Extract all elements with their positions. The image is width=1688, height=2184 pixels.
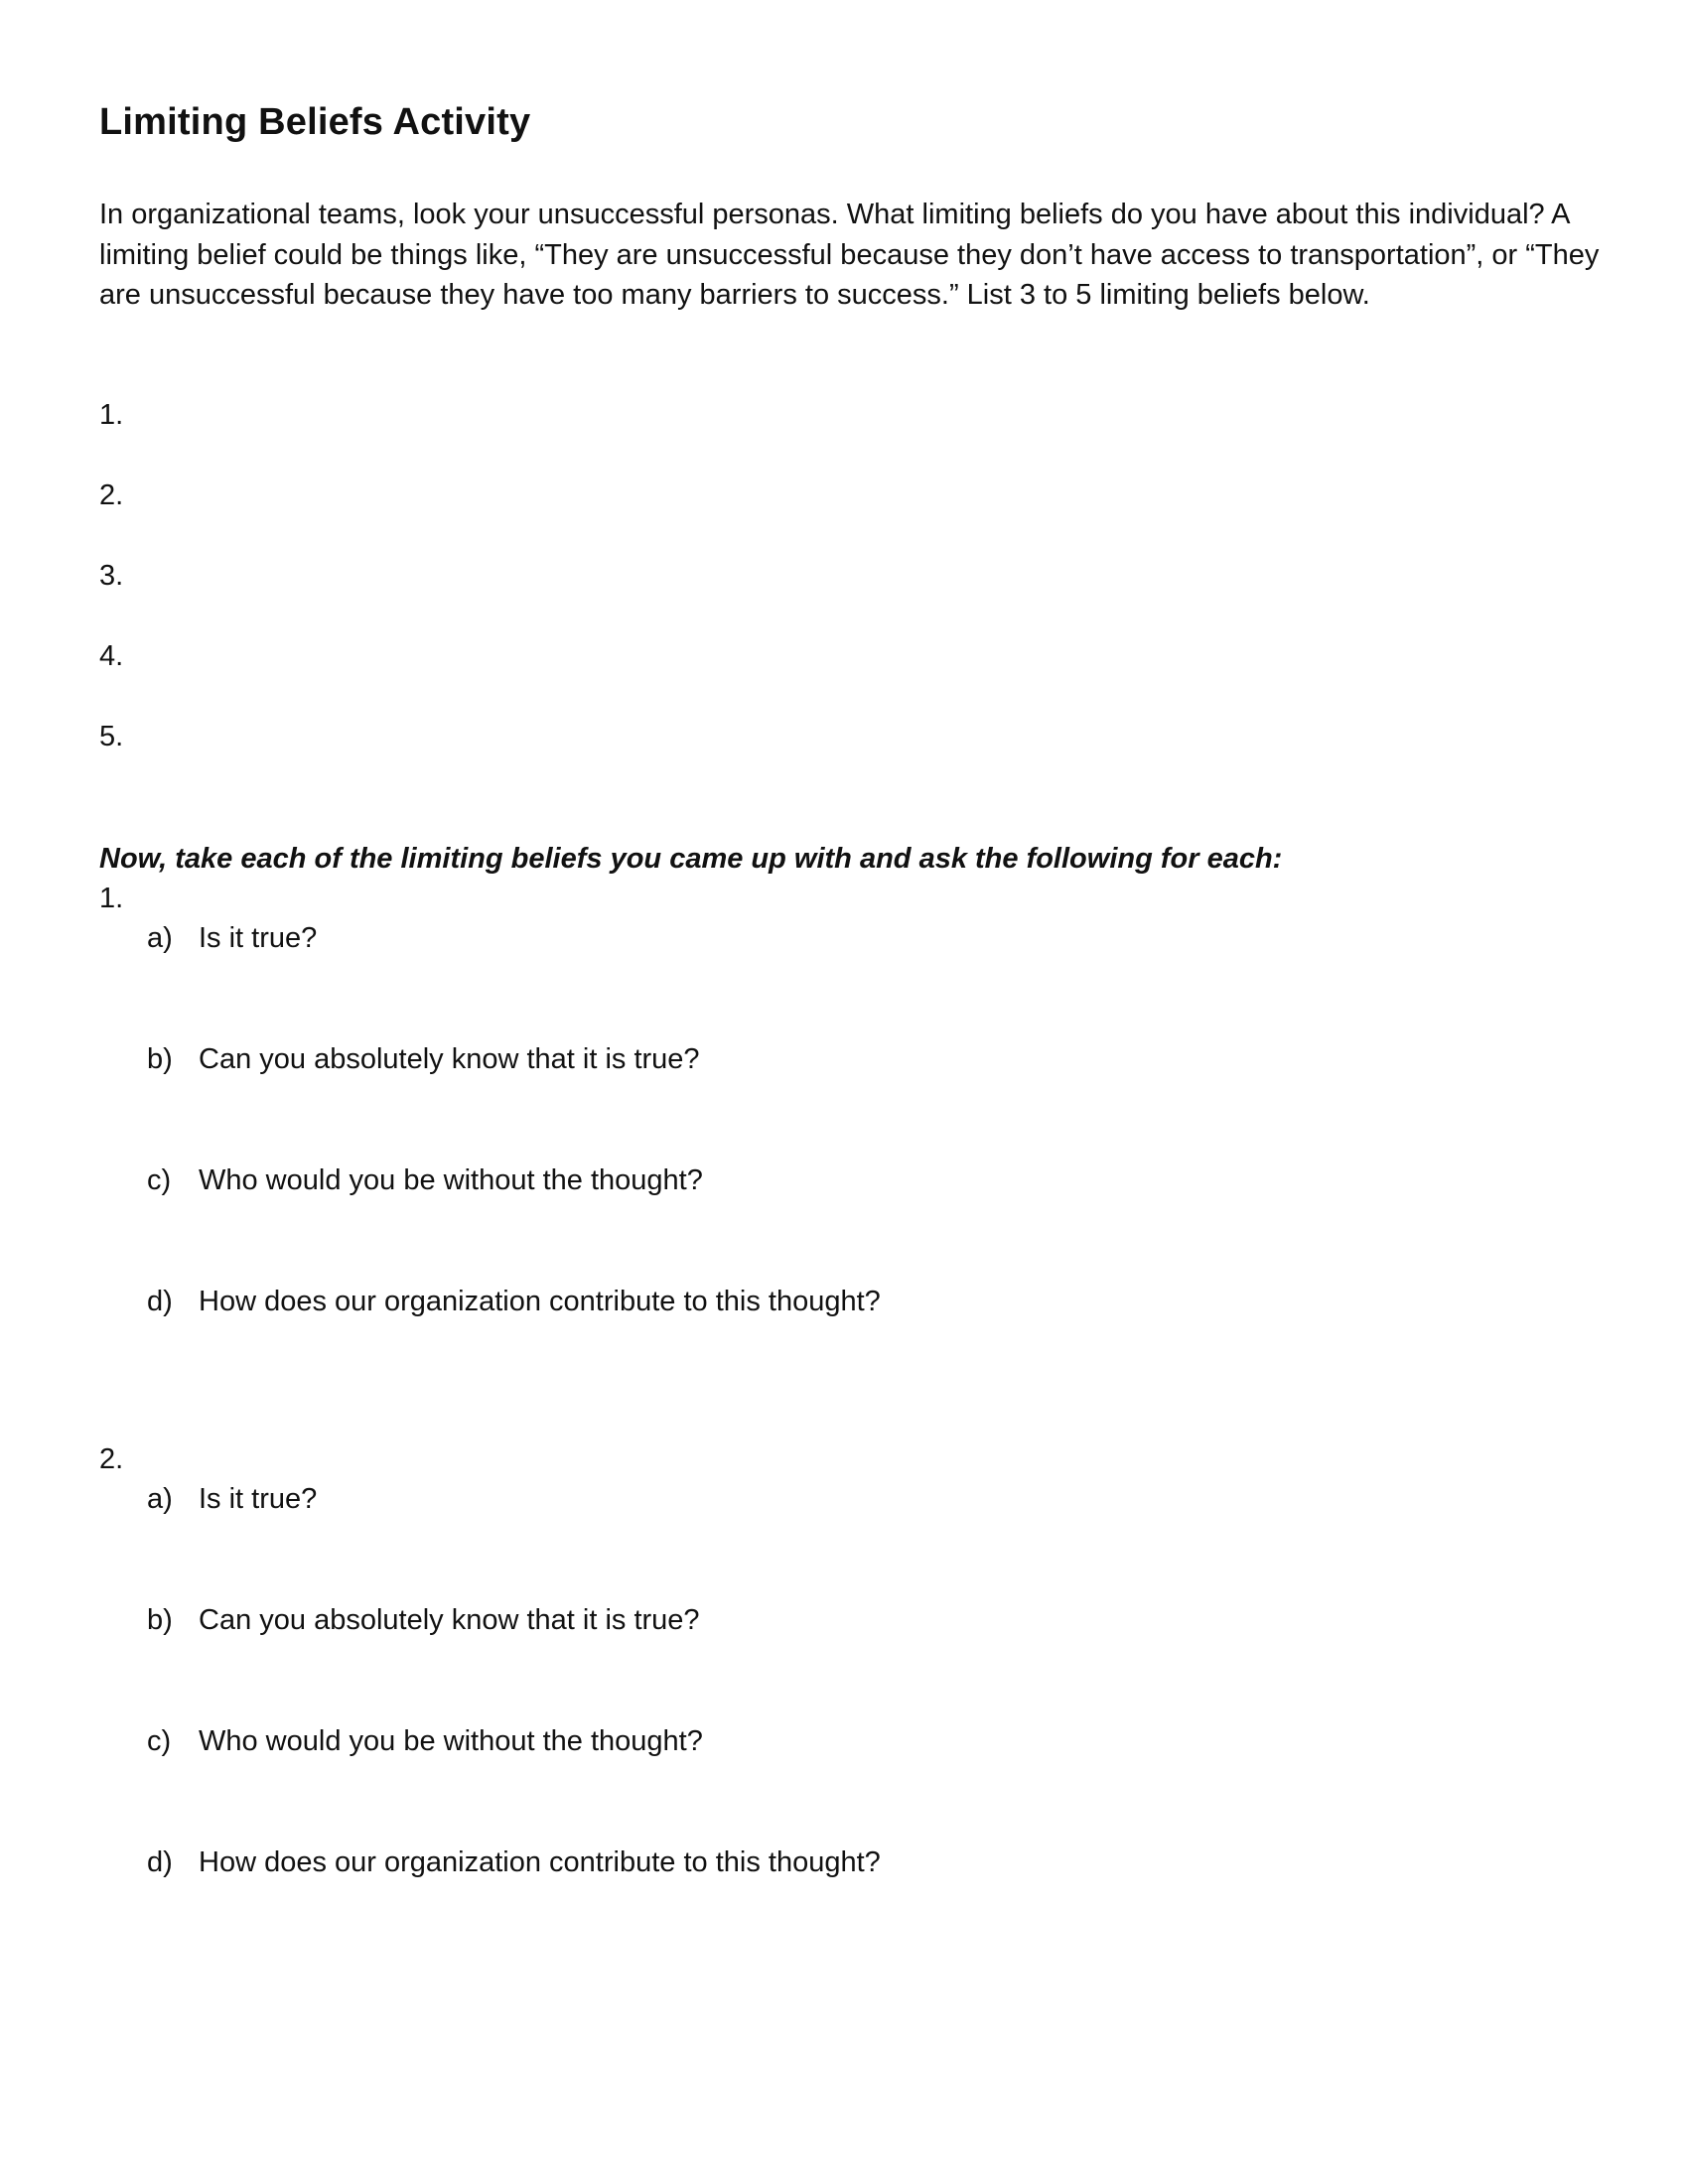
list-item: 5. <box>99 721 124 752</box>
question-item <box>99 1479 318 1600</box>
group-number: 2. <box>99 1443 124 1475</box>
question-item <box>99 918 318 1039</box>
limiting-beliefs-list <box>99 395 123 797</box>
question-text: Can you absolutely know that it is true? <box>199 1043 700 1075</box>
intro-paragraph: In organizational teams, look your unsuccessful personas. What limiting beliefs do you have about this individual? A limiting belief could be things like, “They are unsuccessful because they don’t have access to transportation”, or “They are unsuccessful because they have too many barriers to success.” List 3 to 5 limiting beliefs below. <box>99 199 1600 311</box>
page-title: Limiting Beliefs Activity <box>99 101 531 143</box>
question-letter: b) <box>147 1043 173 1075</box>
question-text: Who would you be without the thought? <box>199 1164 703 1196</box>
question-text: Is it true? <box>199 922 318 954</box>
question-letter: b) <box>147 1604 173 1636</box>
list-item: 1. <box>99 399 124 431</box>
question-item <box>99 1039 700 1160</box>
question-letter: c) <box>147 1725 172 1757</box>
list-item: 4. <box>99 640 124 672</box>
question-letter: a) <box>147 1483 173 1515</box>
question-text: How does our organization contribute to this thought? <box>199 1846 881 1878</box>
list-item: 2. <box>99 479 124 511</box>
question-letter: a) <box>147 922 173 954</box>
question-item <box>99 1600 700 1721</box>
question-letter: d) <box>147 1286 173 1317</box>
question-text: Is it true? <box>199 1483 318 1515</box>
group-number: 1. <box>99 883 124 914</box>
question-text: Can you absolutely know that it is true? <box>199 1604 700 1636</box>
instruction-heading: Now, take each of the limiting beliefs you came up with and ask the following for each: <box>99 843 1283 875</box>
question-group-2 <box>99 1439 881 1964</box>
list-item: 3. <box>99 560 124 592</box>
question-item <box>99 1843 881 1964</box>
question-letter: c) <box>147 1164 172 1196</box>
question-item <box>99 1721 703 1843</box>
question-letter: d) <box>147 1846 173 1878</box>
question-text: Who would you be without the thought? <box>199 1725 703 1757</box>
question-text: How does our organization contribute to this thought? <box>199 1286 881 1317</box>
question-group-1 <box>99 879 881 1403</box>
question-item <box>99 1282 881 1403</box>
question-item <box>99 1160 703 1282</box>
